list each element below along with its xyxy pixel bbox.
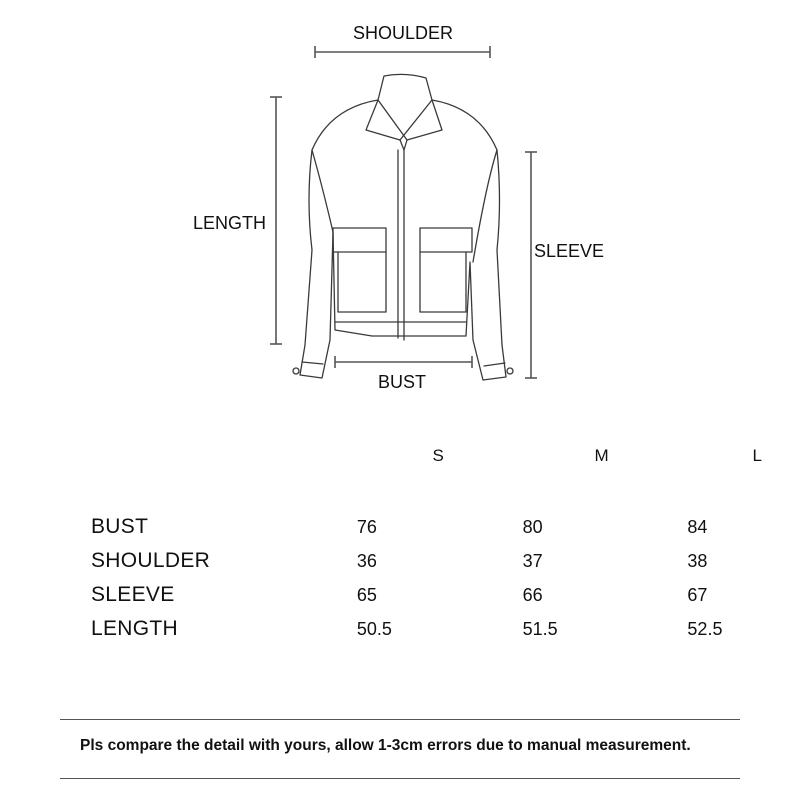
row-label-sleeve: SLEEVE: [91, 583, 175, 606]
bust-label: BUST: [378, 372, 427, 392]
length-label: LENGTH: [193, 213, 267, 233]
header-spacer: [0, 446, 326, 476]
size-chart-table: [0, 446, 800, 646]
size-header-row: [0, 446, 800, 476]
jacket-outline-icon: [293, 74, 513, 380]
bust-s-value: 76: [356, 516, 377, 537]
table-row-shoulder: [0, 544, 800, 578]
note-divider-top: [60, 719, 740, 720]
row-label-length: LENGTH: [91, 617, 178, 640]
table-row-length: [0, 612, 800, 646]
size-header-m: M: [594, 446, 609, 465]
sleeve-label: SLEEVE: [534, 241, 605, 261]
length-m-value: 51.5: [522, 618, 558, 639]
size-header-l: L: [752, 446, 762, 465]
bust-l-value: 84: [687, 516, 708, 537]
bust-m-value: 80: [522, 516, 543, 537]
table-row-sleeve: [0, 578, 800, 612]
shoulder-l-value: 38: [687, 550, 708, 571]
shoulder-m-value: 37: [522, 550, 543, 571]
row-label-bust: BUST: [91, 515, 149, 538]
shoulder-label: SHOULDER: [353, 23, 454, 43]
size-header-s: S: [432, 446, 444, 465]
row-label-shoulder: SHOULDER: [91, 549, 211, 572]
note-divider-bottom: [60, 778, 740, 779]
sleeve-m-value: 66: [522, 584, 543, 605]
length-l-value: 52.5: [687, 618, 723, 639]
shoulder-s-value: 36: [356, 550, 377, 571]
measurement-note: Pls compare the detail with yours, allow 1-3cm errors due to manual measurement.: [80, 737, 691, 754]
length-s-value: 50.5: [356, 618, 392, 639]
sleeve-l-value: 67: [687, 584, 708, 605]
table-row-bust: [0, 476, 800, 544]
sleeve-s-value: 65: [356, 584, 377, 605]
